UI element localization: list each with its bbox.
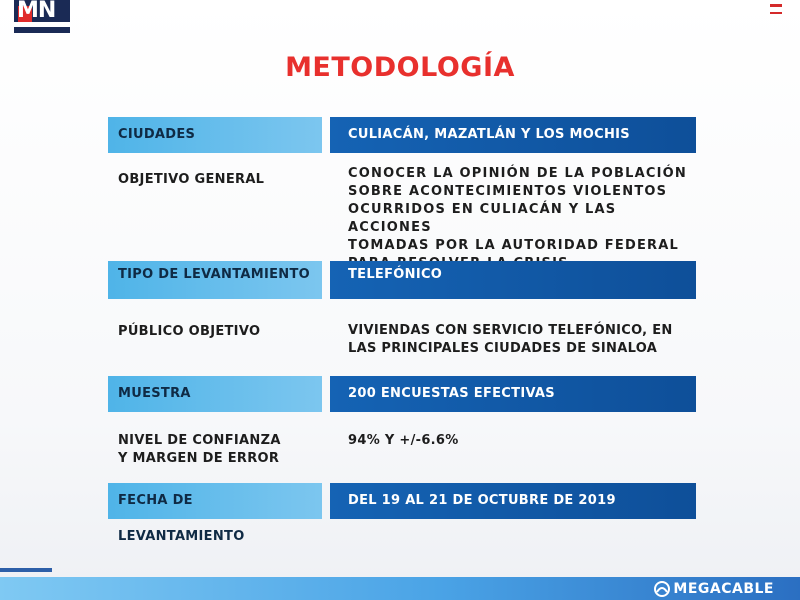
logo-text: MN (17, 0, 56, 22)
row-label-ciudades: CIUDADES (108, 117, 322, 153)
row-label-tipo-levantamiento: TIPO DE LEVANTAMIENTO (108, 261, 322, 299)
brand-text: MEGACABLE (673, 581, 774, 597)
text-line: TOMADAS POR LA AUTORIDAD FEDERAL (348, 238, 679, 253)
megacable-logo (654, 579, 774, 599)
text-line: Y MARGEN DE ERROR (118, 451, 280, 466)
megacable-icon (654, 581, 670, 597)
text-line: CONOCER LA OPINIÓN DE LA POBLACIÓN (348, 166, 687, 181)
row-label-nivel-confianza (108, 432, 322, 472)
text-line: OCURRIDOS EN CULIACÁN Y LAS ACCIONES (348, 202, 617, 235)
row-label-objetivo-general: OBJETIVO GENERAL (118, 172, 265, 187)
row-value-tipo-levantamiento: TELEFÓNICO (330, 261, 696, 299)
row-label-fecha-levantamiento: FECHA DE LEVANTAMIENTO (108, 483, 322, 519)
text-line: VIVIENDAS CON SERVICIO TELEFÓNICO, EN (348, 323, 673, 338)
row-value-nivel-confianza: 94% Y +/-6.6% (348, 433, 459, 448)
footer-accent-bar (0, 568, 52, 572)
page-title: METODOLOGÍA (285, 52, 515, 83)
row-value-publico-objetivo (330, 322, 696, 360)
row-label-publico-objetivo: PÚBLICO OBJETIVO (118, 324, 261, 339)
text-line: LAS PRINCIPALES CIUDADES DE SINALOA (348, 341, 658, 356)
row-value-muestra: 200 ENCUESTAS EFECTIVAS (330, 376, 696, 412)
text-line: SOBRE ACONTECIMIENTOS VIOLENTOS (348, 184, 668, 199)
row-value-objetivo-general (330, 165, 696, 257)
text-line: NIVEL DE CONFIANZA (118, 433, 281, 448)
corner-mark-icon (770, 4, 782, 14)
row-value-fecha-levantamiento: DEL 19 AL 21 DE OCTUBRE DE 2019 (330, 483, 696, 519)
row-value-ciudades: CULIACÁN, MAZATLÁN Y LOS MOCHIS (330, 117, 696, 153)
row-label-muestra: MUESTRA (108, 376, 322, 412)
mn-logo (14, 0, 70, 34)
